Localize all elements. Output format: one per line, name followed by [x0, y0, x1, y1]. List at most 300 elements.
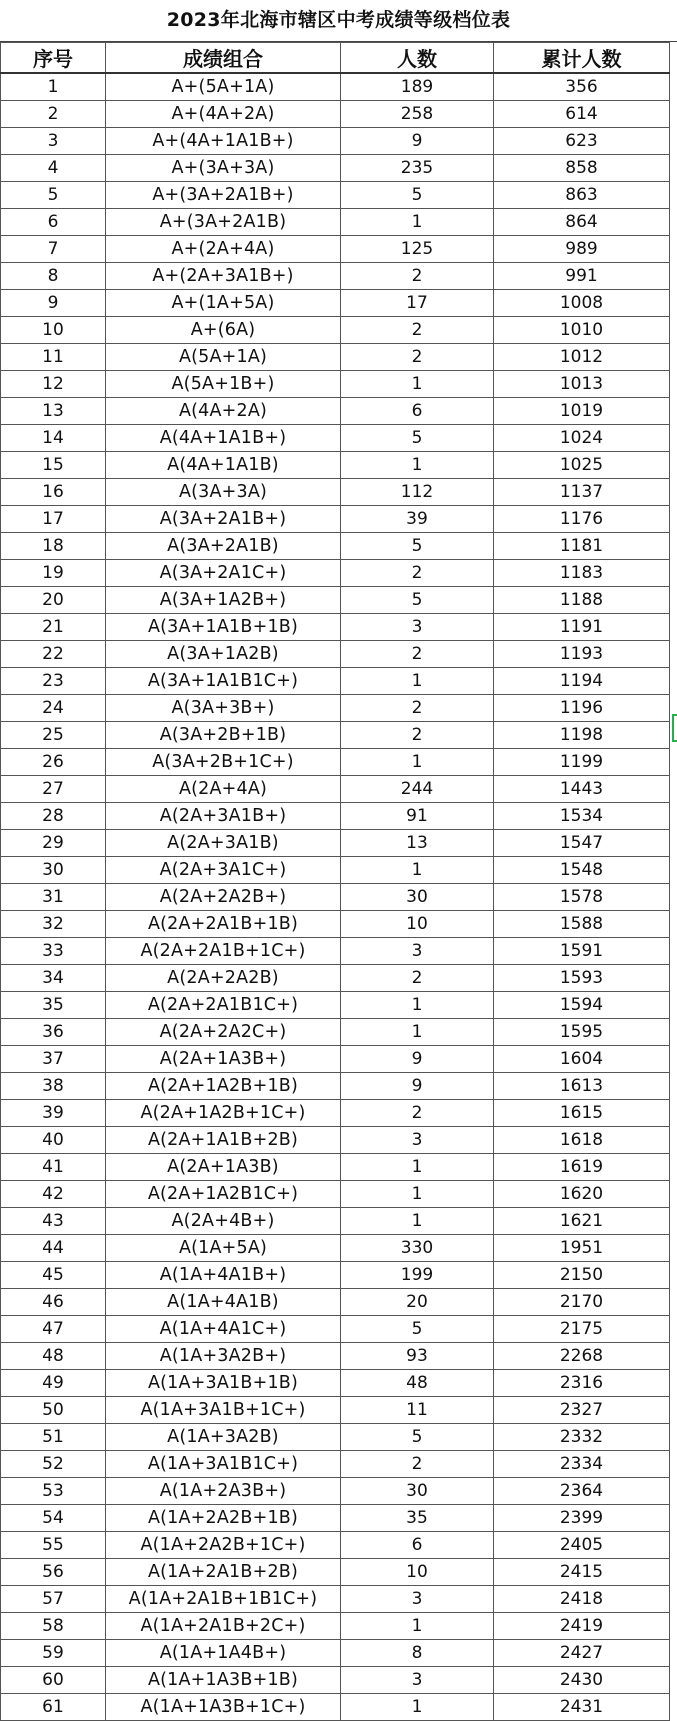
- cell-index: 31: [1, 884, 106, 911]
- cell-cumulative: 1578: [494, 884, 670, 911]
- table-row: [1, 1316, 670, 1343]
- table-row: [1, 1505, 670, 1532]
- page-title: 2023年北海市辖区中考成绩等级档位表: [0, 0, 677, 42]
- cell-count: 6: [341, 1532, 494, 1559]
- cell-count: 1: [341, 749, 494, 776]
- cell-index: 40: [1, 1127, 106, 1154]
- cell-count: 1: [341, 1208, 494, 1235]
- cell-count: 1: [341, 452, 494, 479]
- cell-combination: A(1A+2A1B+1B1C+): [106, 1586, 341, 1613]
- table-row: [1, 1397, 670, 1424]
- cell-cumulative: 2399: [494, 1505, 670, 1532]
- cell-cumulative: 2268: [494, 1343, 670, 1370]
- cell-index: 16: [1, 479, 106, 506]
- cell-count: 235: [341, 155, 494, 182]
- cell-combination: A(1A+4A1B): [106, 1289, 341, 1316]
- table-row: [1, 1613, 670, 1640]
- cell-index: 34: [1, 965, 106, 992]
- table-row: [1, 425, 670, 452]
- cell-cumulative: 1621: [494, 1208, 670, 1235]
- cell-combination: A(1A+4A1C+): [106, 1316, 341, 1343]
- cell-count: 2: [341, 344, 494, 371]
- cell-count: 199: [341, 1262, 494, 1289]
- cell-combination: A(2A+4B+): [106, 1208, 341, 1235]
- table-row: [1, 965, 670, 992]
- cell-count: 3: [341, 1586, 494, 1613]
- cell-cumulative: 1019: [494, 398, 670, 425]
- cell-index: 32: [1, 911, 106, 938]
- cell-index: 23: [1, 668, 106, 695]
- cell-combination: A(2A+1A3B+): [106, 1046, 341, 1073]
- cell-combination: A(1A+3A1B+1B): [106, 1370, 341, 1397]
- cell-count: 189: [341, 73, 494, 101]
- cell-count: 112: [341, 479, 494, 506]
- cell-cumulative: 989: [494, 236, 670, 263]
- cell-combination: A(1A+1A3B+1C+): [106, 1694, 341, 1721]
- cell-count: 1: [341, 371, 494, 398]
- cell-combination: A(1A+4A1B+): [106, 1262, 341, 1289]
- table-row: [1, 1208, 670, 1235]
- cell-index: 1: [1, 73, 106, 101]
- cell-index: 38: [1, 1073, 106, 1100]
- cell-index: 6: [1, 209, 106, 236]
- cell-combination: A(2A+2A2B+): [106, 884, 341, 911]
- table-row: [1, 290, 670, 317]
- cell-cumulative: 991: [494, 263, 670, 290]
- table-row: [1, 749, 670, 776]
- cell-cumulative: 2327: [494, 1397, 670, 1424]
- cell-count: 2: [341, 560, 494, 587]
- cell-cumulative: 1188: [494, 587, 670, 614]
- cell-index: 9: [1, 290, 106, 317]
- cell-cumulative: 2418: [494, 1586, 670, 1613]
- cell-combination: A(3A+3A): [106, 479, 341, 506]
- cell-index: 49: [1, 1370, 106, 1397]
- cell-count: 10: [341, 911, 494, 938]
- cell-index: 8: [1, 263, 106, 290]
- cell-combination: A(1A+1A3B+1B): [106, 1667, 341, 1694]
- table-row: [1, 992, 670, 1019]
- cell-cumulative: 2431: [494, 1694, 670, 1721]
- cell-count: 2: [341, 722, 494, 749]
- cell-combination: A(1A+2A3B+): [106, 1478, 341, 1505]
- cell-cumulative: 1181: [494, 533, 670, 560]
- table-row: [1, 695, 670, 722]
- cell-count: 91: [341, 803, 494, 830]
- cell-index: 43: [1, 1208, 106, 1235]
- cell-cumulative: 1012: [494, 344, 670, 371]
- cell-cumulative: 1024: [494, 425, 670, 452]
- cell-combination: A(2A+3A1C+): [106, 857, 341, 884]
- cell-index: 12: [1, 371, 106, 398]
- cell-combination: A(2A+1A3B): [106, 1154, 341, 1181]
- cell-cumulative: 864: [494, 209, 670, 236]
- cell-count: 20: [341, 1289, 494, 1316]
- cell-cumulative: 1176: [494, 506, 670, 533]
- cell-index: 19: [1, 560, 106, 587]
- table-row: [1, 938, 670, 965]
- cell-cumulative: 623: [494, 128, 670, 155]
- cell-combination: A(2A+2A1B+1B): [106, 911, 341, 938]
- table-row: [1, 263, 670, 290]
- cell-combination: A(5A+1A): [106, 344, 341, 371]
- cell-count: 35: [341, 1505, 494, 1532]
- cell-combination: A(3A+2A1B+): [106, 506, 341, 533]
- cell-cumulative: 1013: [494, 371, 670, 398]
- cell-cumulative: 1534: [494, 803, 670, 830]
- cell-cumulative: 1951: [494, 1235, 670, 1262]
- table-row: [1, 803, 670, 830]
- cell-count: 3: [341, 614, 494, 641]
- cell-combination: A+(6A): [106, 317, 341, 344]
- cell-combination: A(2A+1A2B+1C+): [106, 1100, 341, 1127]
- cell-combination: A(2A+4A): [106, 776, 341, 803]
- cell-cumulative: 1008: [494, 290, 670, 317]
- cell-combination: A(1A+5A): [106, 1235, 341, 1262]
- table-row: [1, 371, 670, 398]
- cell-count: 3: [341, 1667, 494, 1694]
- cell-index: 29: [1, 830, 106, 857]
- cell-index: 28: [1, 803, 106, 830]
- table-body: [1, 73, 670, 1721]
- cell-combination: A(3A+1A1B+1B): [106, 614, 341, 641]
- table-row: [1, 182, 670, 209]
- table-row: [1, 722, 670, 749]
- cell-index: 47: [1, 1316, 106, 1343]
- cell-index: 26: [1, 749, 106, 776]
- cell-combination: A+(4A+2A): [106, 101, 341, 128]
- cell-combination: A(3A+2B+1B): [106, 722, 341, 749]
- table-row: [1, 1073, 670, 1100]
- cell-cumulative: 1595: [494, 1019, 670, 1046]
- cell-index: 10: [1, 317, 106, 344]
- cell-combination: A(2A+3A1B): [106, 830, 341, 857]
- table-row: [1, 155, 670, 182]
- cell-cumulative: 1613: [494, 1073, 670, 1100]
- cell-index: 39: [1, 1100, 106, 1127]
- cell-cumulative: 614: [494, 101, 670, 128]
- cell-count: 2: [341, 1451, 494, 1478]
- cell-cumulative: 2415: [494, 1559, 670, 1586]
- cell-combination: A(1A+3A1B1C+): [106, 1451, 341, 1478]
- cell-cumulative: 1191: [494, 614, 670, 641]
- cell-count: 1: [341, 1181, 494, 1208]
- cell-count: 1: [341, 857, 494, 884]
- cell-count: 2: [341, 1100, 494, 1127]
- cell-index: 58: [1, 1613, 106, 1640]
- cell-index: 37: [1, 1046, 106, 1073]
- table-row: [1, 506, 670, 533]
- cell-index: 51: [1, 1424, 106, 1451]
- col-header-cumulative: 累计人数: [494, 43, 670, 74]
- cell-index: 3: [1, 128, 106, 155]
- cell-count: 2: [341, 263, 494, 290]
- cell-combination: A(2A+2A2C+): [106, 1019, 341, 1046]
- cell-cumulative: 1593: [494, 965, 670, 992]
- cell-index: 27: [1, 776, 106, 803]
- cell-cumulative: 1619: [494, 1154, 670, 1181]
- cell-count: 244: [341, 776, 494, 803]
- cell-count: 39: [341, 506, 494, 533]
- grade-table: [0, 42, 670, 1721]
- cell-combination: A(1A+3A2B): [106, 1424, 341, 1451]
- cell-combination: A(3A+1A2B+): [106, 587, 341, 614]
- cell-count: 1: [341, 209, 494, 236]
- cell-index: 18: [1, 533, 106, 560]
- table-row: [1, 614, 670, 641]
- cell-count: 125: [341, 236, 494, 263]
- cell-count: 5: [341, 182, 494, 209]
- cell-cumulative: 2175: [494, 1316, 670, 1343]
- cell-count: 5: [341, 587, 494, 614]
- cell-selection-edge: [672, 714, 677, 742]
- cell-combination: A(5A+1B+): [106, 371, 341, 398]
- cell-combination: A(4A+1A1B): [106, 452, 341, 479]
- cell-count: 8: [341, 1640, 494, 1667]
- col-header-count: 人数: [341, 43, 494, 74]
- table-row: [1, 1559, 670, 1586]
- cell-cumulative: 2430: [494, 1667, 670, 1694]
- table-row: [1, 1532, 670, 1559]
- cell-count: 93: [341, 1343, 494, 1370]
- cell-index: 17: [1, 506, 106, 533]
- table-row: [1, 1640, 670, 1667]
- cell-combination: A+(4A+1A1B+): [106, 128, 341, 155]
- cell-count: 48: [341, 1370, 494, 1397]
- table-row: [1, 236, 670, 263]
- cell-count: 258: [341, 101, 494, 128]
- cell-cumulative: 1137: [494, 479, 670, 506]
- table-row: [1, 1235, 670, 1262]
- table-row: [1, 587, 670, 614]
- cell-cumulative: 1615: [494, 1100, 670, 1127]
- table-row: [1, 344, 670, 371]
- table-row: [1, 1019, 670, 1046]
- col-header-combination: 成绩组合: [106, 43, 341, 74]
- cell-index: 44: [1, 1235, 106, 1262]
- cell-index: 54: [1, 1505, 106, 1532]
- table-row: [1, 1424, 670, 1451]
- cell-count: 9: [341, 1046, 494, 1073]
- table-row: [1, 1667, 670, 1694]
- cell-combination: A(2A+2A1B+1C+): [106, 938, 341, 965]
- table-row: [1, 533, 670, 560]
- col-header-index: 序号: [1, 43, 106, 74]
- cell-index: 33: [1, 938, 106, 965]
- cell-index: 45: [1, 1262, 106, 1289]
- cell-index: 60: [1, 1667, 106, 1694]
- cell-count: 3: [341, 938, 494, 965]
- cell-index: 5: [1, 182, 106, 209]
- table-row: [1, 911, 670, 938]
- cell-index: 7: [1, 236, 106, 263]
- cell-combination: A(2A+2A2B): [106, 965, 341, 992]
- cell-count: 330: [341, 1235, 494, 1262]
- cell-index: 61: [1, 1694, 106, 1721]
- cell-cumulative: 1183: [494, 560, 670, 587]
- cell-cumulative: 356: [494, 73, 670, 101]
- cell-count: 1: [341, 1154, 494, 1181]
- cell-index: 52: [1, 1451, 106, 1478]
- table-row: [1, 1181, 670, 1208]
- table-row: [1, 1100, 670, 1127]
- cell-count: 30: [341, 884, 494, 911]
- table-row: [1, 101, 670, 128]
- table-row: [1, 1343, 670, 1370]
- cell-index: 48: [1, 1343, 106, 1370]
- table-row: [1, 1154, 670, 1181]
- cell-count: 2: [341, 695, 494, 722]
- table-row: [1, 641, 670, 668]
- cell-cumulative: 2419: [494, 1613, 670, 1640]
- cell-combination: A+(3A+2A1B): [106, 209, 341, 236]
- cell-cumulative: 1010: [494, 317, 670, 344]
- cell-combination: A(3A+1A1B1C+): [106, 668, 341, 695]
- cell-index: 15: [1, 452, 106, 479]
- cell-count: 5: [341, 1424, 494, 1451]
- table-row: [1, 1586, 670, 1613]
- cell-cumulative: 2332: [494, 1424, 670, 1451]
- cell-count: 6: [341, 398, 494, 425]
- cell-cumulative: 2364: [494, 1478, 670, 1505]
- cell-index: 42: [1, 1181, 106, 1208]
- cell-cumulative: 1198: [494, 722, 670, 749]
- cell-count: 9: [341, 128, 494, 155]
- cell-index: 22: [1, 641, 106, 668]
- cell-index: 41: [1, 1154, 106, 1181]
- cell-combination: A+(3A+3A): [106, 155, 341, 182]
- table-row: [1, 452, 670, 479]
- cell-combination: A(2A+1A2B1C+): [106, 1181, 341, 1208]
- cell-cumulative: 2334: [494, 1451, 670, 1478]
- cell-combination: A+(1A+5A): [106, 290, 341, 317]
- cell-cumulative: 858: [494, 155, 670, 182]
- cell-count: 1: [341, 1613, 494, 1640]
- cell-cumulative: 2316: [494, 1370, 670, 1397]
- cell-index: 14: [1, 425, 106, 452]
- table-row: [1, 1046, 670, 1073]
- cell-count: 30: [341, 1478, 494, 1505]
- cell-index: 25: [1, 722, 106, 749]
- cell-combination: A(4A+2A): [106, 398, 341, 425]
- cell-count: 1: [341, 1019, 494, 1046]
- table-row: [1, 830, 670, 857]
- cell-index: 13: [1, 398, 106, 425]
- cell-combination: A(1A+3A1B+1C+): [106, 1397, 341, 1424]
- table-row: [1, 1451, 670, 1478]
- cell-index: 20: [1, 587, 106, 614]
- cell-index: 55: [1, 1532, 106, 1559]
- cell-combination: A(2A+1A2B+1B): [106, 1073, 341, 1100]
- cell-count: 17: [341, 290, 494, 317]
- table-row: [1, 1127, 670, 1154]
- cell-index: 36: [1, 1019, 106, 1046]
- cell-count: 1: [341, 992, 494, 1019]
- cell-combination: A+(5A+1A): [106, 73, 341, 101]
- cell-combination: A(1A+1A4B+): [106, 1640, 341, 1667]
- table-row: [1, 479, 670, 506]
- cell-cumulative: 1547: [494, 830, 670, 857]
- cell-index: 21: [1, 614, 106, 641]
- cell-combination: A(4A+1A1B+): [106, 425, 341, 452]
- table-row: [1, 1289, 670, 1316]
- cell-combination: A(3A+2A1C+): [106, 560, 341, 587]
- cell-cumulative: 1620: [494, 1181, 670, 1208]
- cell-cumulative: 2170: [494, 1289, 670, 1316]
- cell-count: 5: [341, 1316, 494, 1343]
- cell-count: 1: [341, 668, 494, 695]
- table-row: [1, 884, 670, 911]
- cell-cumulative: 1193: [494, 641, 670, 668]
- cell-index: 2: [1, 101, 106, 128]
- cell-cumulative: 1604: [494, 1046, 670, 1073]
- cell-index: 50: [1, 1397, 106, 1424]
- cell-cumulative: 1443: [494, 776, 670, 803]
- cell-count: 13: [341, 830, 494, 857]
- cell-combination: A(1A+2A2B+1B): [106, 1505, 341, 1532]
- cell-combination: A(1A+2A1B+2C+): [106, 1613, 341, 1640]
- cell-count: 10: [341, 1559, 494, 1586]
- cell-index: 53: [1, 1478, 106, 1505]
- header-row: [1, 43, 670, 74]
- cell-combination: A(3A+2A1B): [106, 533, 341, 560]
- cell-count: 11: [341, 1397, 494, 1424]
- table-row: [1, 398, 670, 425]
- cell-cumulative: 1194: [494, 668, 670, 695]
- cell-index: 35: [1, 992, 106, 1019]
- cell-count: 5: [341, 533, 494, 560]
- cell-cumulative: 1548: [494, 857, 670, 884]
- cell-cumulative: 2150: [494, 1262, 670, 1289]
- table-row: [1, 668, 670, 695]
- cell-combination: A(2A+2A1B1C+): [106, 992, 341, 1019]
- cell-cumulative: 1591: [494, 938, 670, 965]
- cell-combination: A+(3A+2A1B+): [106, 182, 341, 209]
- cell-combination: A+(2A+4A): [106, 236, 341, 263]
- cell-count: 5: [341, 425, 494, 452]
- table-row: [1, 776, 670, 803]
- cell-index: 11: [1, 344, 106, 371]
- cell-combination: A(3A+1A2B): [106, 641, 341, 668]
- table-row: [1, 857, 670, 884]
- table-row: [1, 1370, 670, 1397]
- cell-combination: A(3A+3B+): [106, 695, 341, 722]
- cell-combination: A(2A+3A1B+): [106, 803, 341, 830]
- cell-cumulative: 1199: [494, 749, 670, 776]
- cell-combination: A(1A+3A2B+): [106, 1343, 341, 1370]
- cell-combination: A(1A+2A2B+1C+): [106, 1532, 341, 1559]
- cell-index: 4: [1, 155, 106, 182]
- cell-count: 2: [341, 317, 494, 344]
- cell-index: 30: [1, 857, 106, 884]
- cell-combination: A(1A+2A1B+2B): [106, 1559, 341, 1586]
- table-row: [1, 1694, 670, 1721]
- cell-cumulative: 2405: [494, 1532, 670, 1559]
- table-row: [1, 209, 670, 236]
- cell-count: 2: [341, 965, 494, 992]
- cell-index: 46: [1, 1289, 106, 1316]
- cell-count: 3: [341, 1127, 494, 1154]
- cell-count: 2: [341, 641, 494, 668]
- table-row: [1, 128, 670, 155]
- cell-cumulative: 1618: [494, 1127, 670, 1154]
- table-row: [1, 317, 670, 344]
- cell-cumulative: 863: [494, 182, 670, 209]
- table-row: [1, 1478, 670, 1505]
- cell-count: 1: [341, 1694, 494, 1721]
- cell-combination: A(2A+1A1B+2B): [106, 1127, 341, 1154]
- cell-cumulative: 2427: [494, 1640, 670, 1667]
